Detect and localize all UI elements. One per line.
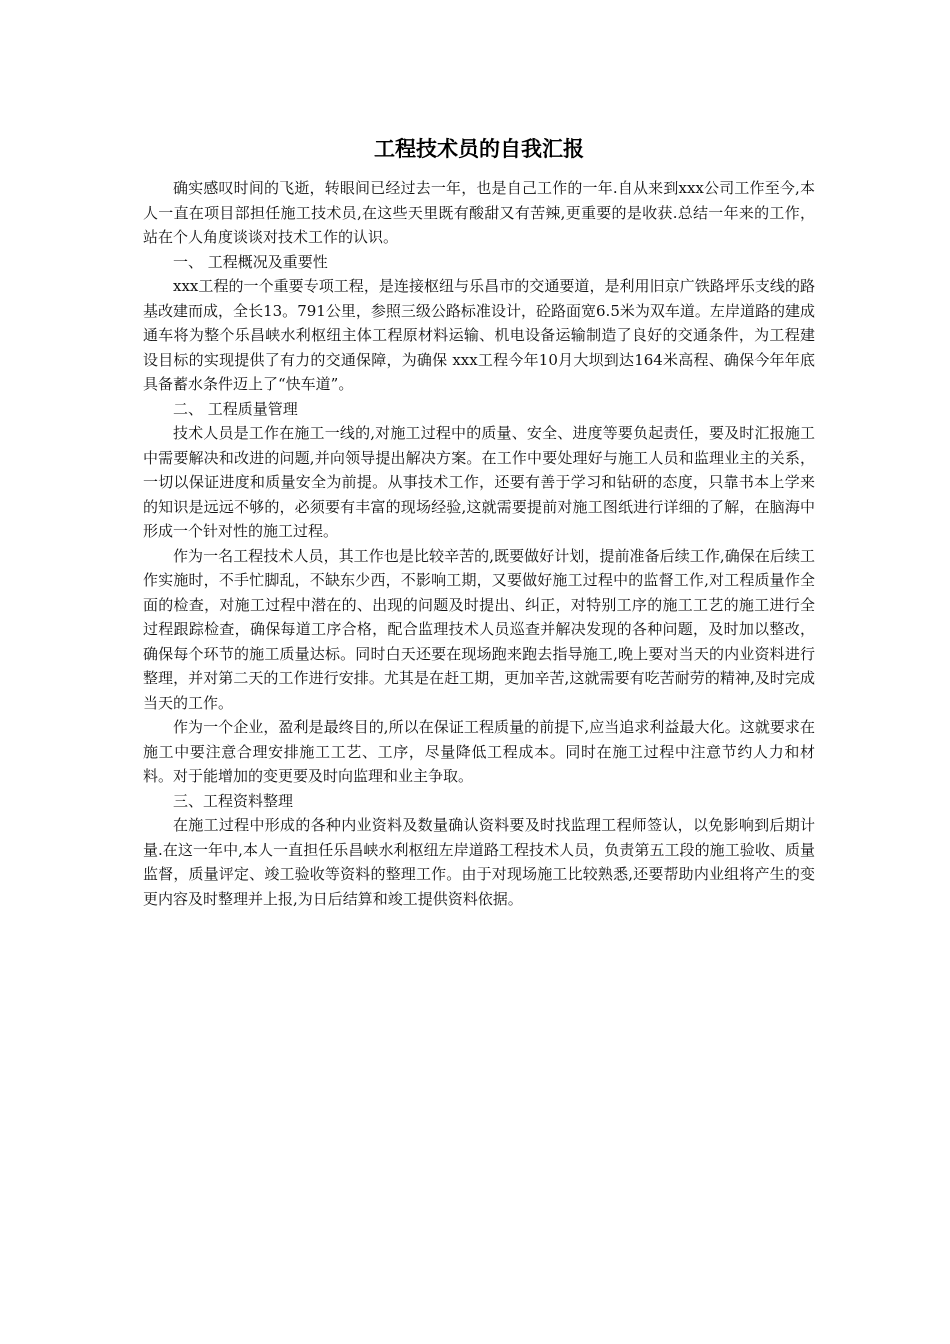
section-heading-records: 三、工程资料整理 — [173, 791, 294, 810]
document-title: 工程技术员的自我汇报 — [374, 137, 584, 161]
quality-paragraph-2: 作为一名工程技术人员，其工作也是比较辛苦的,既要做好计划，提前准备后续工作,确保在后续工作实施时，不手忙脚乱，不缺东少西，不影响工期，又要做好施工过程中的监督工作,对工程质量作全面的检查，对施工过程中潜在的、出现的问题及时提出、纠正，对特别工序的施工工艺的施工进行全过程跟踪检查，确保每道工序合格，配合监理技术人员巡查并解决发现的各种问题，及时加以整改，确保每个环节的施工质量达标。同时白天还要在现场跑来跑去指导施工,晚上要对当天的内业资料进行整理，并对第二天的工作进行安排。尤其是在赶工期，更加辛苦,这就需要有吃苦耐劳的精神,及时完成当天的工作。 — [143, 546, 815, 712]
document-body — [143, 132, 815, 911]
quality-paragraph-1: 技术人员是工作在施工一线的,对施工过程中的质量、安全、进度等要负起责任，要及时汇报施工中需要解决和改进的问题,并向领导提出解决方案。在工作中要处理好与施工人员和监理业主的关系，一切以保证进度和质量安全为前提。从事技术工作，还要有善于学习和钻研的态度，只靠书本上学来的知识是远远不够的，必须要有丰富的现场经验,这就需要提前对施工图纸进行详细的了解，在脑海中形成一个针对性的施工过程。 — [143, 424, 815, 540]
overview-paragraph: xxx工程的一个重要专项工程，是连接枢纽与乐昌市的交通要道，是利用旧京广铁路坪乐支线的路基改建而成，全长13。791公里，参照三级公路标准设计，砼路面宽6.5米为双车道。左岸道路的建成通车将为整个乐昌峡水利枢纽主体工程原材料运输、机电设备运输制造了良好的交通条件，为工程建设目标的实现提供了有力的交通保障，为确保 xxx工程今年10月大坝到达164米高程、确保今年年底具备蓄水条件迈上了“快车道”。 — [143, 277, 815, 393]
section-heading-overview: 一、 工程概况及重要性 — [173, 252, 328, 271]
quality-paragraph-3: 作为一个企业，盈利是最终目的,所以在保证工程质量的前提下,应当追求利益最大化。这就要求在施工中要注意合理安排施工工艺、工序，尽量降低工程成本。同时在施工过程中注意节约人力和材料。对于能增加的变更要及时向监理和业主争取。 — [143, 718, 815, 785]
section-heading-quality: 二、 工程质量管理 — [173, 399, 298, 418]
intro-paragraph: 确实感叹时间的飞逝，转眼间已经过去一年，也是自己工作的一年.自从来到xxx公司工作至今,本人一直在项目部担任施工技术员,在这些天里既有酸甜又有苦辣,更重要的是收获.总结一年来的工作，站在个人角度谈谈对技术工作的认识。 — [143, 179, 815, 246]
records-paragraph: 在施工过程中形成的各种内业资料及数量确认资料要及时找监理工程师签认，以免影响到后期计量.在这一年中,本人一直担任乐昌峡水利枢纽左岸道路工程技术人员，负责第五工段的施工验收、质量监督，质量评定、竣工验收等资料的整理工作。由于对现场施工比较熟悉,还要帮助内业组将产生的变更内容及时整理并上报,为日后结算和竣工提供资料依据。 — [143, 816, 815, 908]
